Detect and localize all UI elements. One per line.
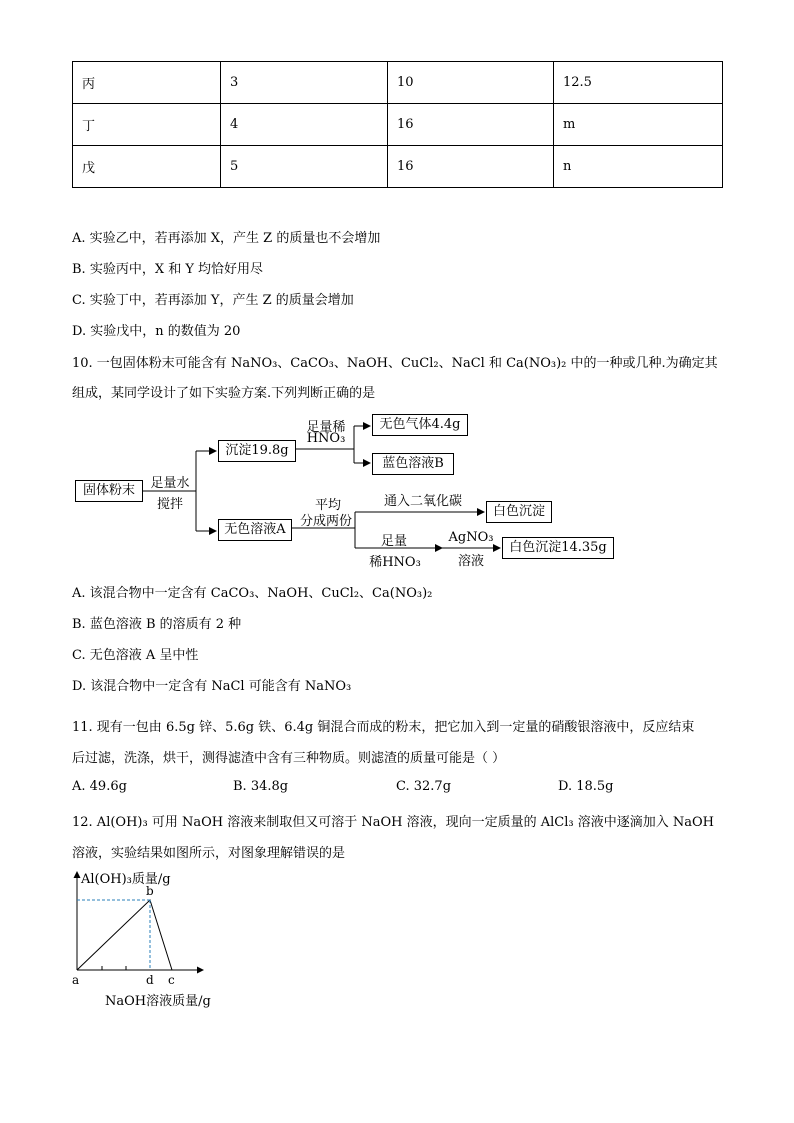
flow-gas: 无色气体4.4g: [372, 414, 468, 436]
flow-white-precipitate: 白色沉淀: [486, 501, 552, 523]
flow-label-acid-bottom: HNO₃: [306, 431, 346, 446]
table-cell: 4: [221, 104, 388, 146]
flow-blue-solution: 蓝色溶液B: [372, 453, 454, 475]
q11-option-a: A. 49.6g: [72, 779, 127, 794]
flow-solution-a: 无色溶液A: [218, 519, 292, 541]
flow-solid-powder: 固体粉末: [75, 480, 143, 502]
table-cell: 戊: [73, 146, 221, 188]
q9-option-a: A. 实验乙中，若再添加 X，产生 Z 的质量也不会增加: [72, 231, 381, 246]
graph-point-d: d: [146, 973, 154, 987]
flow-label-split-top: 平均: [314, 498, 341, 513]
q10-option-c: C. 无色溶液 A 呈中性: [72, 648, 199, 663]
q10-option-b: B. 蓝色溶液 B 的溶质有 2 种: [72, 617, 242, 632]
table-cell: 10: [388, 62, 554, 104]
table-cell: 5: [221, 146, 388, 188]
flow-label-acid-top: 足量稀: [306, 420, 346, 435]
table-cell: 丁: [73, 104, 221, 146]
flow-label-water: 足量水: [150, 476, 190, 491]
table-cell: 3: [221, 62, 388, 104]
q10-stem-line2: 组成，某同学设计了如下实验方案.下列判断正确的是: [72, 386, 376, 401]
q9-option-c: C. 实验丁中，若再添加 Y，产生 Z 的质量会增加: [72, 293, 354, 308]
graph-x-label: NaOH溶液质量/g: [105, 994, 211, 1009]
table-cell: m: [554, 104, 723, 146]
flow-label-agno3-bottom: 溶液: [457, 554, 484, 569]
table-cell: 16: [388, 146, 554, 188]
q11-stem-line2: 后过滤，洗涤，烘干，测得滤渣中含有三种物质。则滤渣的质量可能是（ ）: [72, 751, 506, 766]
graph-point-b: b: [146, 884, 154, 898]
flow-label-stir: 搅拌: [156, 497, 183, 512]
graph-curve: [77, 900, 172, 970]
q11-stem-line1: 11. 现有一包由 6.5g 锌、5.6g 铁、6.4g 铜混合而成的粉末，把它加入到一定量的硝酸银溶液中，反应结束: [72, 720, 695, 735]
table-cell: 16: [388, 104, 554, 146]
flow-precipitate: 沉淀19.8g: [218, 440, 296, 462]
q11-option-d: D. 18.5g: [558, 779, 614, 794]
flow-label-hno3-top: 足量: [380, 534, 407, 549]
q9-option-d: D. 实验戊中，n 的数值为 20: [72, 324, 241, 339]
flow-white-precipitate-mass: 白色沉淀14.35g: [502, 537, 614, 559]
table-cell: 12.5: [554, 62, 723, 104]
graph-point-a: a: [72, 973, 80, 987]
table-cell: n: [554, 146, 723, 188]
q12-stem-line1: 12. Al(OH)₃ 可用 NaOH 溶液来制取但又可溶于 NaOH 溶液，现向一定质量的 AlCl₃ 溶液中逐滴加入 NaOH: [72, 815, 714, 830]
flow-label-hno3-bottom: 稀HNO₃: [369, 555, 421, 570]
table-cell: 丙: [73, 62, 221, 104]
q10-option-d: D. 该混合物中一定含有 NaCl 可能含有 NaNO₃: [72, 679, 352, 694]
q11-option-b: B. 34.8g: [233, 779, 289, 794]
flow-label-agno3-top: AgNO₃: [448, 530, 494, 545]
q9-option-b: B. 实验丙中，X 和 Y 均恰好用尽: [72, 262, 264, 277]
flow-label-split-bottom: 分成两份: [299, 514, 352, 529]
q12-stem-line2: 溶液，实验结果如图所示，对图象理解错误的是: [72, 846, 346, 861]
flow-label-co2: 通入二氧化碳: [383, 494, 462, 509]
q10-stem-line1: 10. 一包固体粉末可能含有 NaNO₃、CaCO₃、NaOH、CuCl₂、NaCl 和 Ca(NO₃)₂ 中的一种或几种.为确定其: [72, 356, 718, 371]
graph-point-c: c: [168, 973, 175, 987]
graph-y-label: Al(OH)₃质量/g: [81, 872, 171, 887]
q10-option-a: A. 该混合物中一定含有 CaCO₃、NaOH、CuCl₂、Ca(NO₃)₂: [72, 586, 433, 601]
q11-option-c: C. 32.7g: [396, 779, 452, 794]
